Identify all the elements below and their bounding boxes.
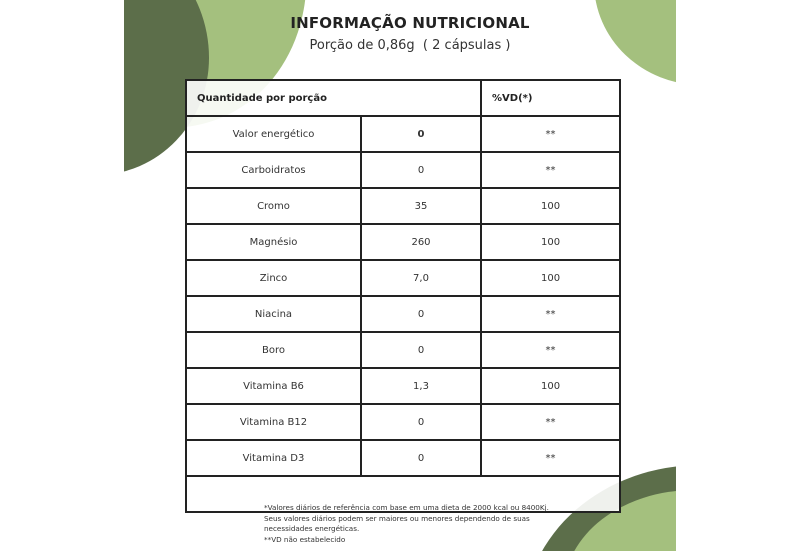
nutrient-amount: 0: [361, 440, 481, 476]
header-quantity: Quantidade por porção: [186, 80, 481, 116]
table-row: [186, 296, 620, 332]
nutrient-name: Cromo: [186, 188, 361, 224]
nutrient-vd: **: [481, 152, 620, 188]
nutrient-vd: 100: [481, 224, 620, 260]
table-row: [186, 440, 620, 476]
nutrient-amount: 0: [361, 116, 481, 152]
nutrient-amount: 260: [361, 224, 481, 260]
nutrient-amount: 35: [361, 188, 481, 224]
nutrition-table: [185, 79, 621, 513]
table-row: [186, 188, 620, 224]
table-row: [186, 368, 620, 404]
nutrient-amount: 0: [361, 332, 481, 368]
nutrient-amount: 0: [361, 404, 481, 440]
nutrient-name: Vitamina D3: [186, 440, 361, 476]
nutrient-vd: **: [481, 404, 620, 440]
nutrient-amount: 0: [361, 152, 481, 188]
nutrient-name: Vitamina B6: [186, 368, 361, 404]
nutrient-name: Zinco: [186, 260, 361, 296]
footnotes: [264, 503, 564, 545]
table-row: [186, 224, 620, 260]
nutrient-name: Magnésio: [186, 224, 361, 260]
table-row: [186, 152, 620, 188]
nutrient-vd: **: [481, 296, 620, 332]
serving-size: Porção de 0,86g ( 2 cápsulas ): [309, 38, 511, 53]
footnote-energy-needs: Seus valores diários podem ser maiores ou menores dependendo de suas necessidades energéticas.: [264, 513, 530, 533]
footnote-reference-values: *Valores diários de referência com base em uma dieta de 2000 kcal ou 8400Kj.: [264, 503, 549, 512]
table-row: [186, 116, 620, 152]
nutrition-table-container: [185, 79, 619, 533]
nutrient-amount: 1,3: [361, 368, 481, 404]
nutrient-vd: **: [481, 116, 620, 152]
header-vd: %VD(*): [481, 80, 620, 116]
nutrient-name: Niacina: [186, 296, 361, 332]
nutrient-amount: 0: [361, 296, 481, 332]
nutrient-vd: 100: [481, 188, 620, 224]
nutrient-name: Vitamina B12: [186, 404, 361, 440]
nutrient-amount: 7,0: [361, 260, 481, 296]
table-row: [186, 260, 620, 296]
footnote-vd-not-established: **VD não estabelecido: [264, 534, 346, 544]
nutrient-vd: **: [481, 332, 620, 368]
table-header-row: [186, 80, 620, 116]
nutrient-vd: 100: [481, 368, 620, 404]
nutrient-name: Carboidratos: [186, 152, 361, 188]
nutrient-name: Boro: [186, 332, 361, 368]
page-title: INFORMAÇÃO NUTRICIONAL: [290, 14, 530, 32]
nutrient-name: Valor energético: [186, 116, 361, 152]
table-row: [186, 404, 620, 440]
nutrient-vd: **: [481, 440, 620, 476]
nutrient-vd: 100: [481, 260, 620, 296]
table-row: [186, 332, 620, 368]
